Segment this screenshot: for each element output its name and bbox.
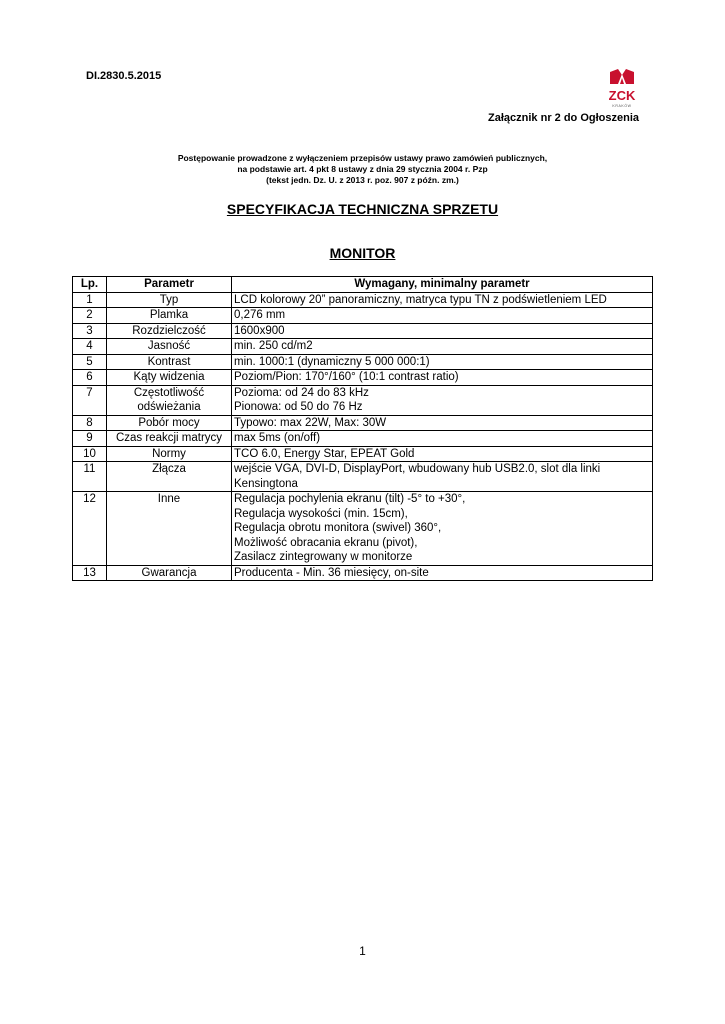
parameter-value-line: 0,276 mm: [234, 309, 286, 321]
document-title: SPECYFIKACJA TECHNICZNA SPRZETU: [226, 201, 499, 217]
parameter-value-line: Typowo: max 22W, Max: 30W: [234, 416, 387, 429]
table-row: [73, 492, 653, 566]
zck-logo-icon: [604, 66, 640, 110]
parameter-value: [232, 415, 653, 431]
parameter-name: Gwarancja: [107, 565, 232, 581]
parameter-value-line: LCD kolorowy 20” panoramiczny, matryca typu TN z podświetleniem LED: [234, 293, 607, 306]
parameter-name: Kąty widzenia: [107, 370, 232, 386]
row-number: 7: [73, 385, 107, 415]
row-number: 9: [73, 431, 107, 447]
row-number: 3: [73, 323, 107, 339]
parameter-name: Kontrast: [107, 354, 232, 370]
legal-note-line: (tekst jedn. Dz. U. z 2013 r. poz. 907 z późn. zm.): [266, 175, 459, 185]
header-required-value: Wymagany, minimalny parametr: [232, 277, 653, 293]
parameter-value-line: Regulacja obrotu monitora (swivel) 360°,: [234, 522, 442, 534]
parameter-value: [232, 339, 653, 355]
legal-note-line: Postępowanie prowadzone z wyłączeniem przepisów ustawy prawo zamówień publicznych,: [177, 153, 548, 163]
table-row: [73, 292, 653, 308]
table-row: [73, 370, 653, 386]
parameter-name: Rozdzielczość: [107, 323, 232, 339]
parameter-value: [232, 323, 653, 339]
row-number: 4: [73, 339, 107, 355]
table-row: [73, 415, 653, 431]
row-number: 11: [73, 462, 107, 492]
parameter-value-line: TCO 6.0, Energy Star, EPEAT Gold: [234, 447, 415, 460]
parameter-value-line: Kensingtona: [234, 477, 298, 490]
table-header-row: [73, 277, 653, 293]
logo-subtext: KRAKÓW: [612, 104, 632, 108]
table-row: [73, 308, 653, 324]
parameter-value-line: max 5ms (on/off): [234, 432, 321, 444]
parameter-value-line: Pozioma: od 24 do 83 kHz: [234, 386, 369, 399]
parameter-value: [232, 492, 653, 566]
legal-note-line: na podstawie art. 4 pkt 8 ustawy z dnia 29 stycznia 2004 r. Pzp: [237, 164, 488, 174]
table-row: [73, 323, 653, 339]
parameter-value-line: min. 1000:1 (dynamiczny 5 000 000:1): [234, 355, 430, 368]
parameter-value-line: min. 250 cd/m2: [234, 340, 313, 352]
parameter-value-line: 1600x900: [234, 324, 285, 337]
page-number: 1: [359, 944, 366, 958]
parameter-value-line: Regulacja wysokości (min. 15cm),: [234, 507, 408, 520]
parameter-name: Złącza: [107, 462, 232, 492]
parameter-value-line: wejście VGA, DVI-D, DisplayPort, wbudowany hub USB2.0, slot dla linki: [234, 463, 601, 475]
table-row: [73, 462, 653, 492]
parameter-name: Plamka: [107, 308, 232, 324]
zck-logo: [604, 66, 640, 110]
parameter-name: Częstotliwość odświeżania: [107, 385, 232, 415]
table-row: [73, 354, 653, 370]
parameter-value-line: Zasilacz zintegrowany w monitorze: [234, 551, 413, 563]
row-number: 8: [73, 415, 107, 431]
table-row: [73, 385, 653, 415]
parameter-name: Pobór mocy: [107, 415, 232, 431]
parameter-name: Normy: [107, 446, 232, 462]
header-lp: Lp.: [73, 277, 107, 293]
row-number: 6: [73, 370, 107, 386]
parameter-name: Jasność: [107, 339, 232, 355]
parameter-value: [232, 385, 653, 415]
row-number: 12: [73, 492, 107, 566]
parameter-value: [232, 446, 653, 462]
section-title: MONITOR: [329, 245, 396, 261]
parameter-value-line: Producenta - Min. 36 miesięcy, on-site: [234, 566, 429, 579]
table-row: [73, 565, 653, 581]
specification-table: [72, 276, 653, 581]
legal-note: [0, 153, 725, 186]
parameter-value: [232, 354, 653, 370]
document-reference-number: DI.2830.5.2015: [86, 70, 162, 82]
table-row: [73, 339, 653, 355]
row-number: 13: [73, 565, 107, 581]
parameter-name: Inne: [107, 492, 232, 566]
parameter-value-line: Regulacja pochylenia ekranu (tilt) -5° to +30°,: [234, 493, 466, 505]
parameter-value: [232, 292, 653, 308]
row-number: 1: [73, 292, 107, 308]
parameter-value: [232, 308, 653, 324]
parameter-value: [232, 462, 653, 492]
parameter-value: [232, 370, 653, 386]
row-number: 5: [73, 354, 107, 370]
table-row: [73, 431, 653, 447]
parameter-value-line: Możliwość obracania ekranu (pivot),: [234, 536, 418, 549]
parameter-value-line: Pionowa: od 50 do 76 Hz: [234, 401, 363, 413]
header-parameter: Parametr: [107, 277, 232, 293]
row-number: 2: [73, 308, 107, 324]
parameter-name: Czas reakcji matrycy: [107, 431, 232, 447]
parameter-name: Typ: [107, 292, 232, 308]
logo-text: ZCK: [608, 88, 636, 103]
row-number: 10: [73, 446, 107, 462]
table-row: [73, 446, 653, 462]
parameter-value-line: Poziom/Pion: 170°/160° (10:1 contrast ratio): [234, 371, 459, 383]
attachment-label: Załącznik nr 2 do Ogłoszenia: [488, 112, 639, 124]
parameter-value: [232, 565, 653, 581]
parameter-value: [232, 431, 653, 447]
